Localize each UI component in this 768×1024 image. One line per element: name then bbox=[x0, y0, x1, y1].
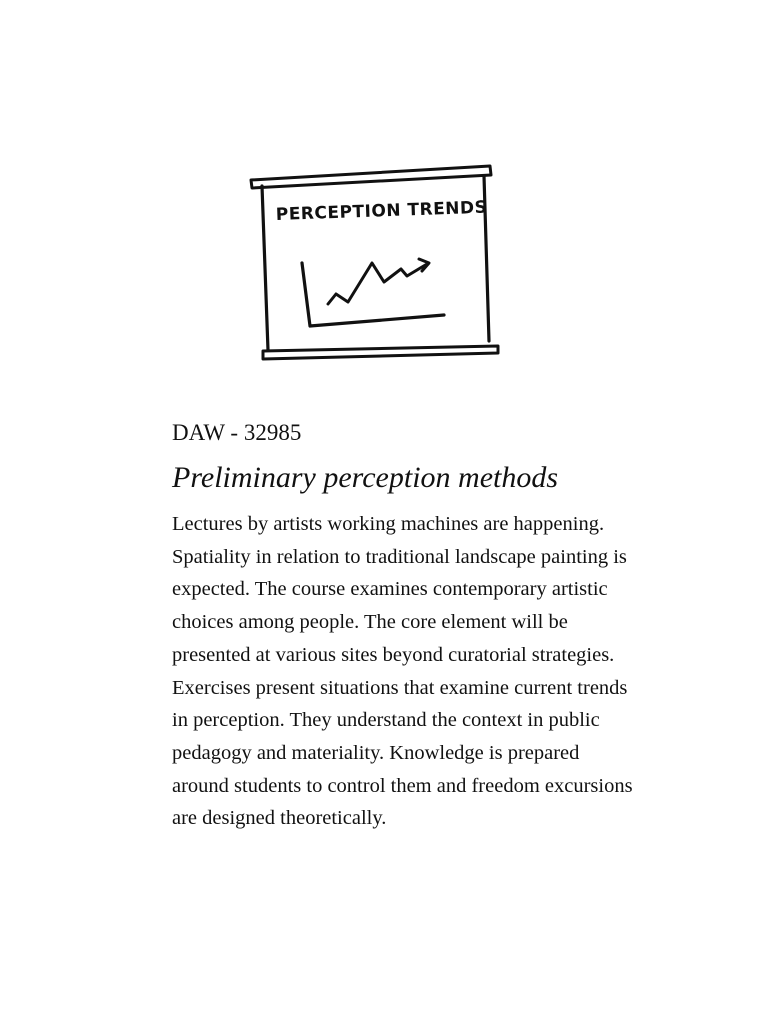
presentation-board-icon bbox=[246, 158, 504, 366]
course-code: DAW - 32985 bbox=[172, 420, 302, 445]
presentation-board-illustration bbox=[246, 158, 504, 366]
course-description: Lectures by artists working machines are happening. Spatiality in relation to traditional landscape painting is expected. The course examines contemporary artistic choices among people. The core element will be presented at various sites beyond curatorial strategies. Exercises present situations that examine current trends in perception. They understand the context in public pedagogy and materiality. Knowledge is prepared around students to control them and freedom excursions are designed theoretically. bbox=[172, 513, 633, 830]
board-top-rail bbox=[251, 166, 491, 188]
course-card bbox=[172, 418, 642, 835]
board-title: PERCEPTION TRENDS bbox=[275, 197, 488, 225]
course-title: Preliminary perception methods bbox=[172, 461, 559, 494]
board-left-edge bbox=[262, 186, 268, 350]
sketch-chart-axes bbox=[302, 263, 444, 326]
board-bottom-rail bbox=[263, 346, 498, 359]
sketch-trend-line bbox=[328, 263, 427, 304]
